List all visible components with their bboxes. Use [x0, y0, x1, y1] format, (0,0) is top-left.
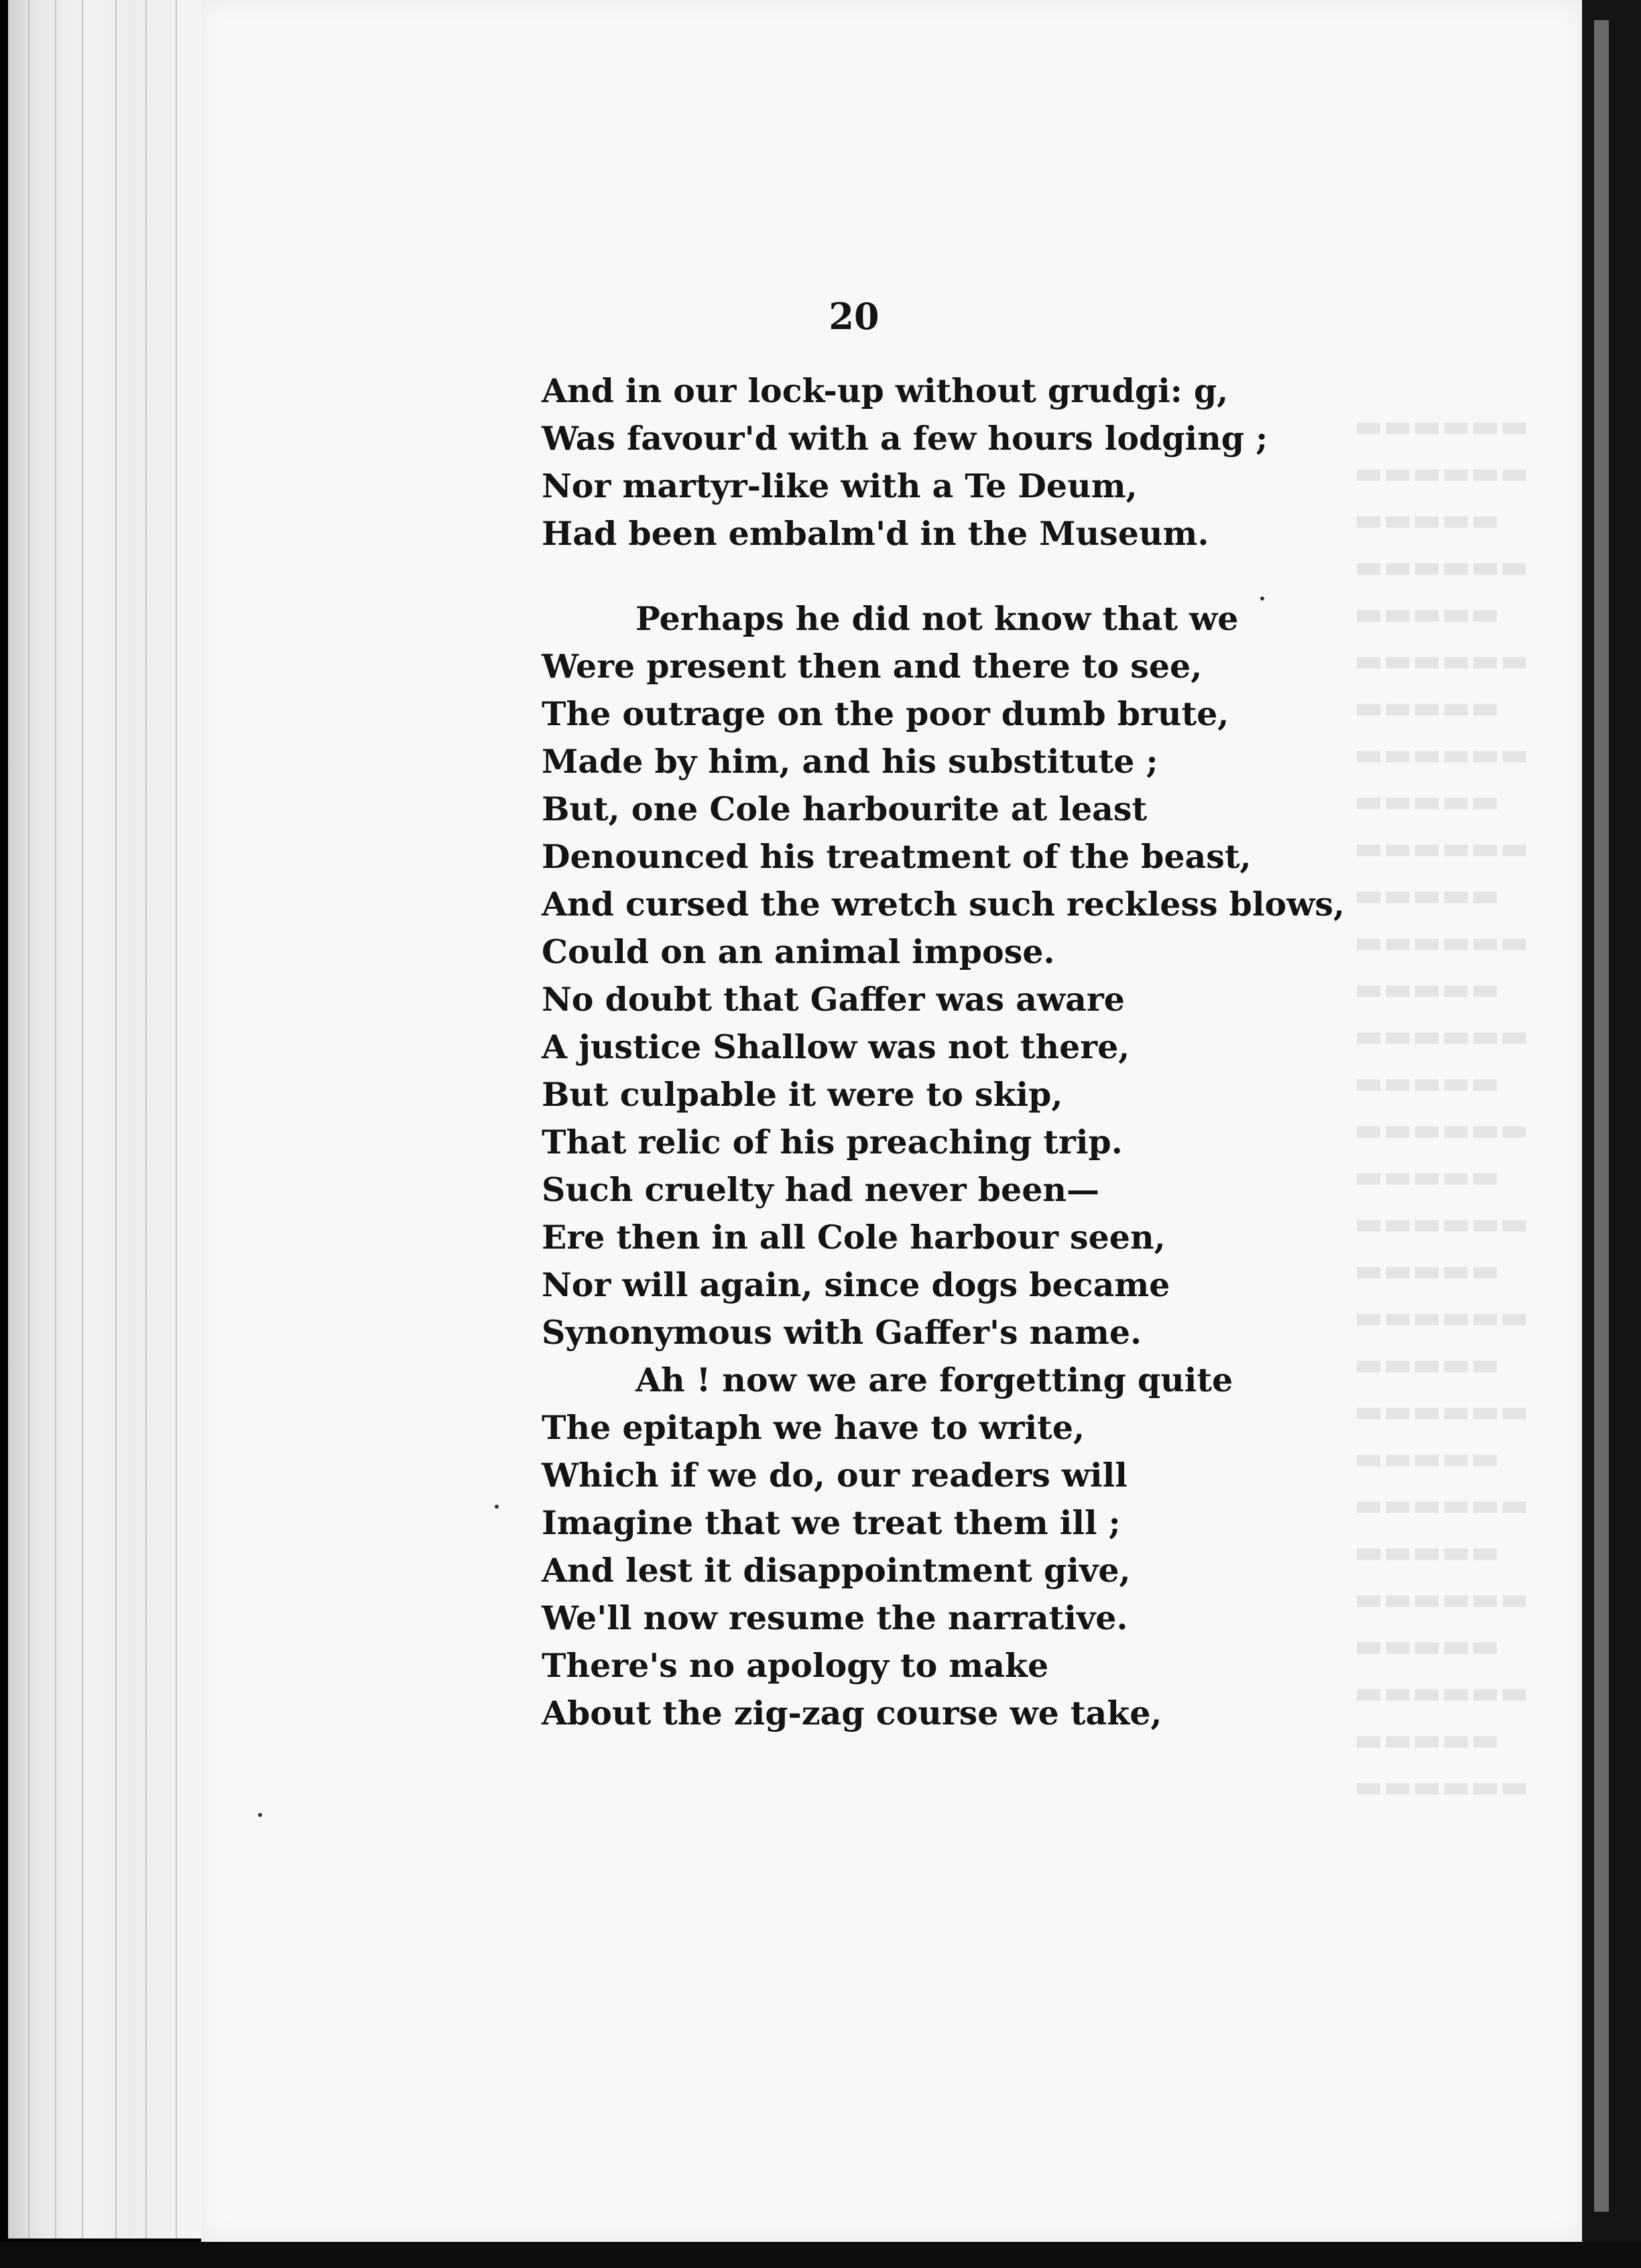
verse-line: Imagine that we treat them ill ;	[542, 1503, 1121, 1542]
verse-line: We'll now resume the narrative.	[542, 1598, 1128, 1637]
verse-line: No doubt that Gaffer was aware	[542, 980, 1125, 1019]
speck	[495, 1505, 499, 1509]
page-number	[0, 295, 1641, 338]
verse-line: Nor martyr-like with a Te Deum,	[542, 466, 1138, 505]
verse-line: Had been embalm'd in the Museum.	[542, 514, 1209, 553]
verse-line: Ah ! now we are forgetting quite	[635, 1361, 1233, 1399]
verse-line: The outrage on the poor dumb brute,	[542, 694, 1229, 733]
speck	[1260, 596, 1264, 601]
poem-text	[542, 367, 1413, 1737]
verse-line: The epitaph we have to write,	[542, 1408, 1085, 1447]
bleed-through-texture: ▬▬▬▬▬▬ ▬▬▬▬▬▬ ▬▬▬▬▬ ▬▬▬▬▬▬ ▬▬▬▬▬ ▬▬▬▬▬▬ ▬▬▬▬▬ ▬▬▬▬▬▬ ▬▬▬▬▬ ▬▬▬▬▬▬ ▬▬▬▬▬ ▬▬▬▬▬▬ ▬▬▬▬▬ ▬▬▬▬▬▬ ▬▬▬▬▬ ▬▬▬▬▬▬ ▬▬▬▬▬ ▬▬▬▬▬▬ ▬▬▬▬▬ ▬▬▬▬▬▬ ▬▬▬▬▬ ▬▬▬▬▬▬ ▬▬▬▬▬ ▬▬▬▬▬▬ ▬▬▬▬▬ ▬▬▬▬▬▬ ▬▬▬▬▬ ▬▬▬▬▬▬ ▬▬▬▬▬ ▬▬▬▬▬▬	[1354, 407, 1529, 1804]
verse-line: And cursed the wretch such reckless blows,	[542, 885, 1345, 924]
verse-line: Which if we do, our readers will	[542, 1456, 1128, 1495]
verse-line: Was favour'd with a few hours lodging ;	[542, 419, 1268, 458]
verse-line: Perhaps he did not know that we	[635, 599, 1239, 638]
scan-bottom-edge	[0, 2242, 1641, 2268]
verse-line: Made by him, and his substitute ;	[542, 742, 1158, 781]
page-number-text: 20	[829, 295, 879, 338]
verse-line: And in our lock-up without grudgi: g,	[542, 371, 1229, 410]
verse-line: Were present then and there to see,	[542, 647, 1203, 686]
binding-edge	[1582, 0, 1641, 2268]
verse-line: There's no apology to make	[542, 1646, 1049, 1685]
verse-line: Synonymous with Gaffer's name.	[542, 1313, 1142, 1352]
verse-line: About the zig-zag course we take,	[542, 1694, 1162, 1732]
verse-line: Ere then in all Cole harbour seen,	[542, 1218, 1166, 1257]
verse-line: Could on an animal impose.	[542, 932, 1055, 971]
verse-line: Such cruelty had never been—	[542, 1170, 1100, 1209]
verse-line: Denounced his treatment of the beast,	[542, 837, 1252, 876]
speck	[258, 1813, 262, 1817]
verse-line: That relic of his preaching trip.	[542, 1123, 1123, 1161]
verse-line: Nor will again, since dogs became	[542, 1265, 1170, 1304]
verse-line: A justice Shallow was not there,	[542, 1027, 1130, 1066]
verse-line: And lest it disappointment give,	[542, 1551, 1131, 1590]
verse-line: But culpable it were to skip,	[542, 1075, 1063, 1114]
verse-line: But, one Cole harbourite at least	[542, 790, 1148, 828]
